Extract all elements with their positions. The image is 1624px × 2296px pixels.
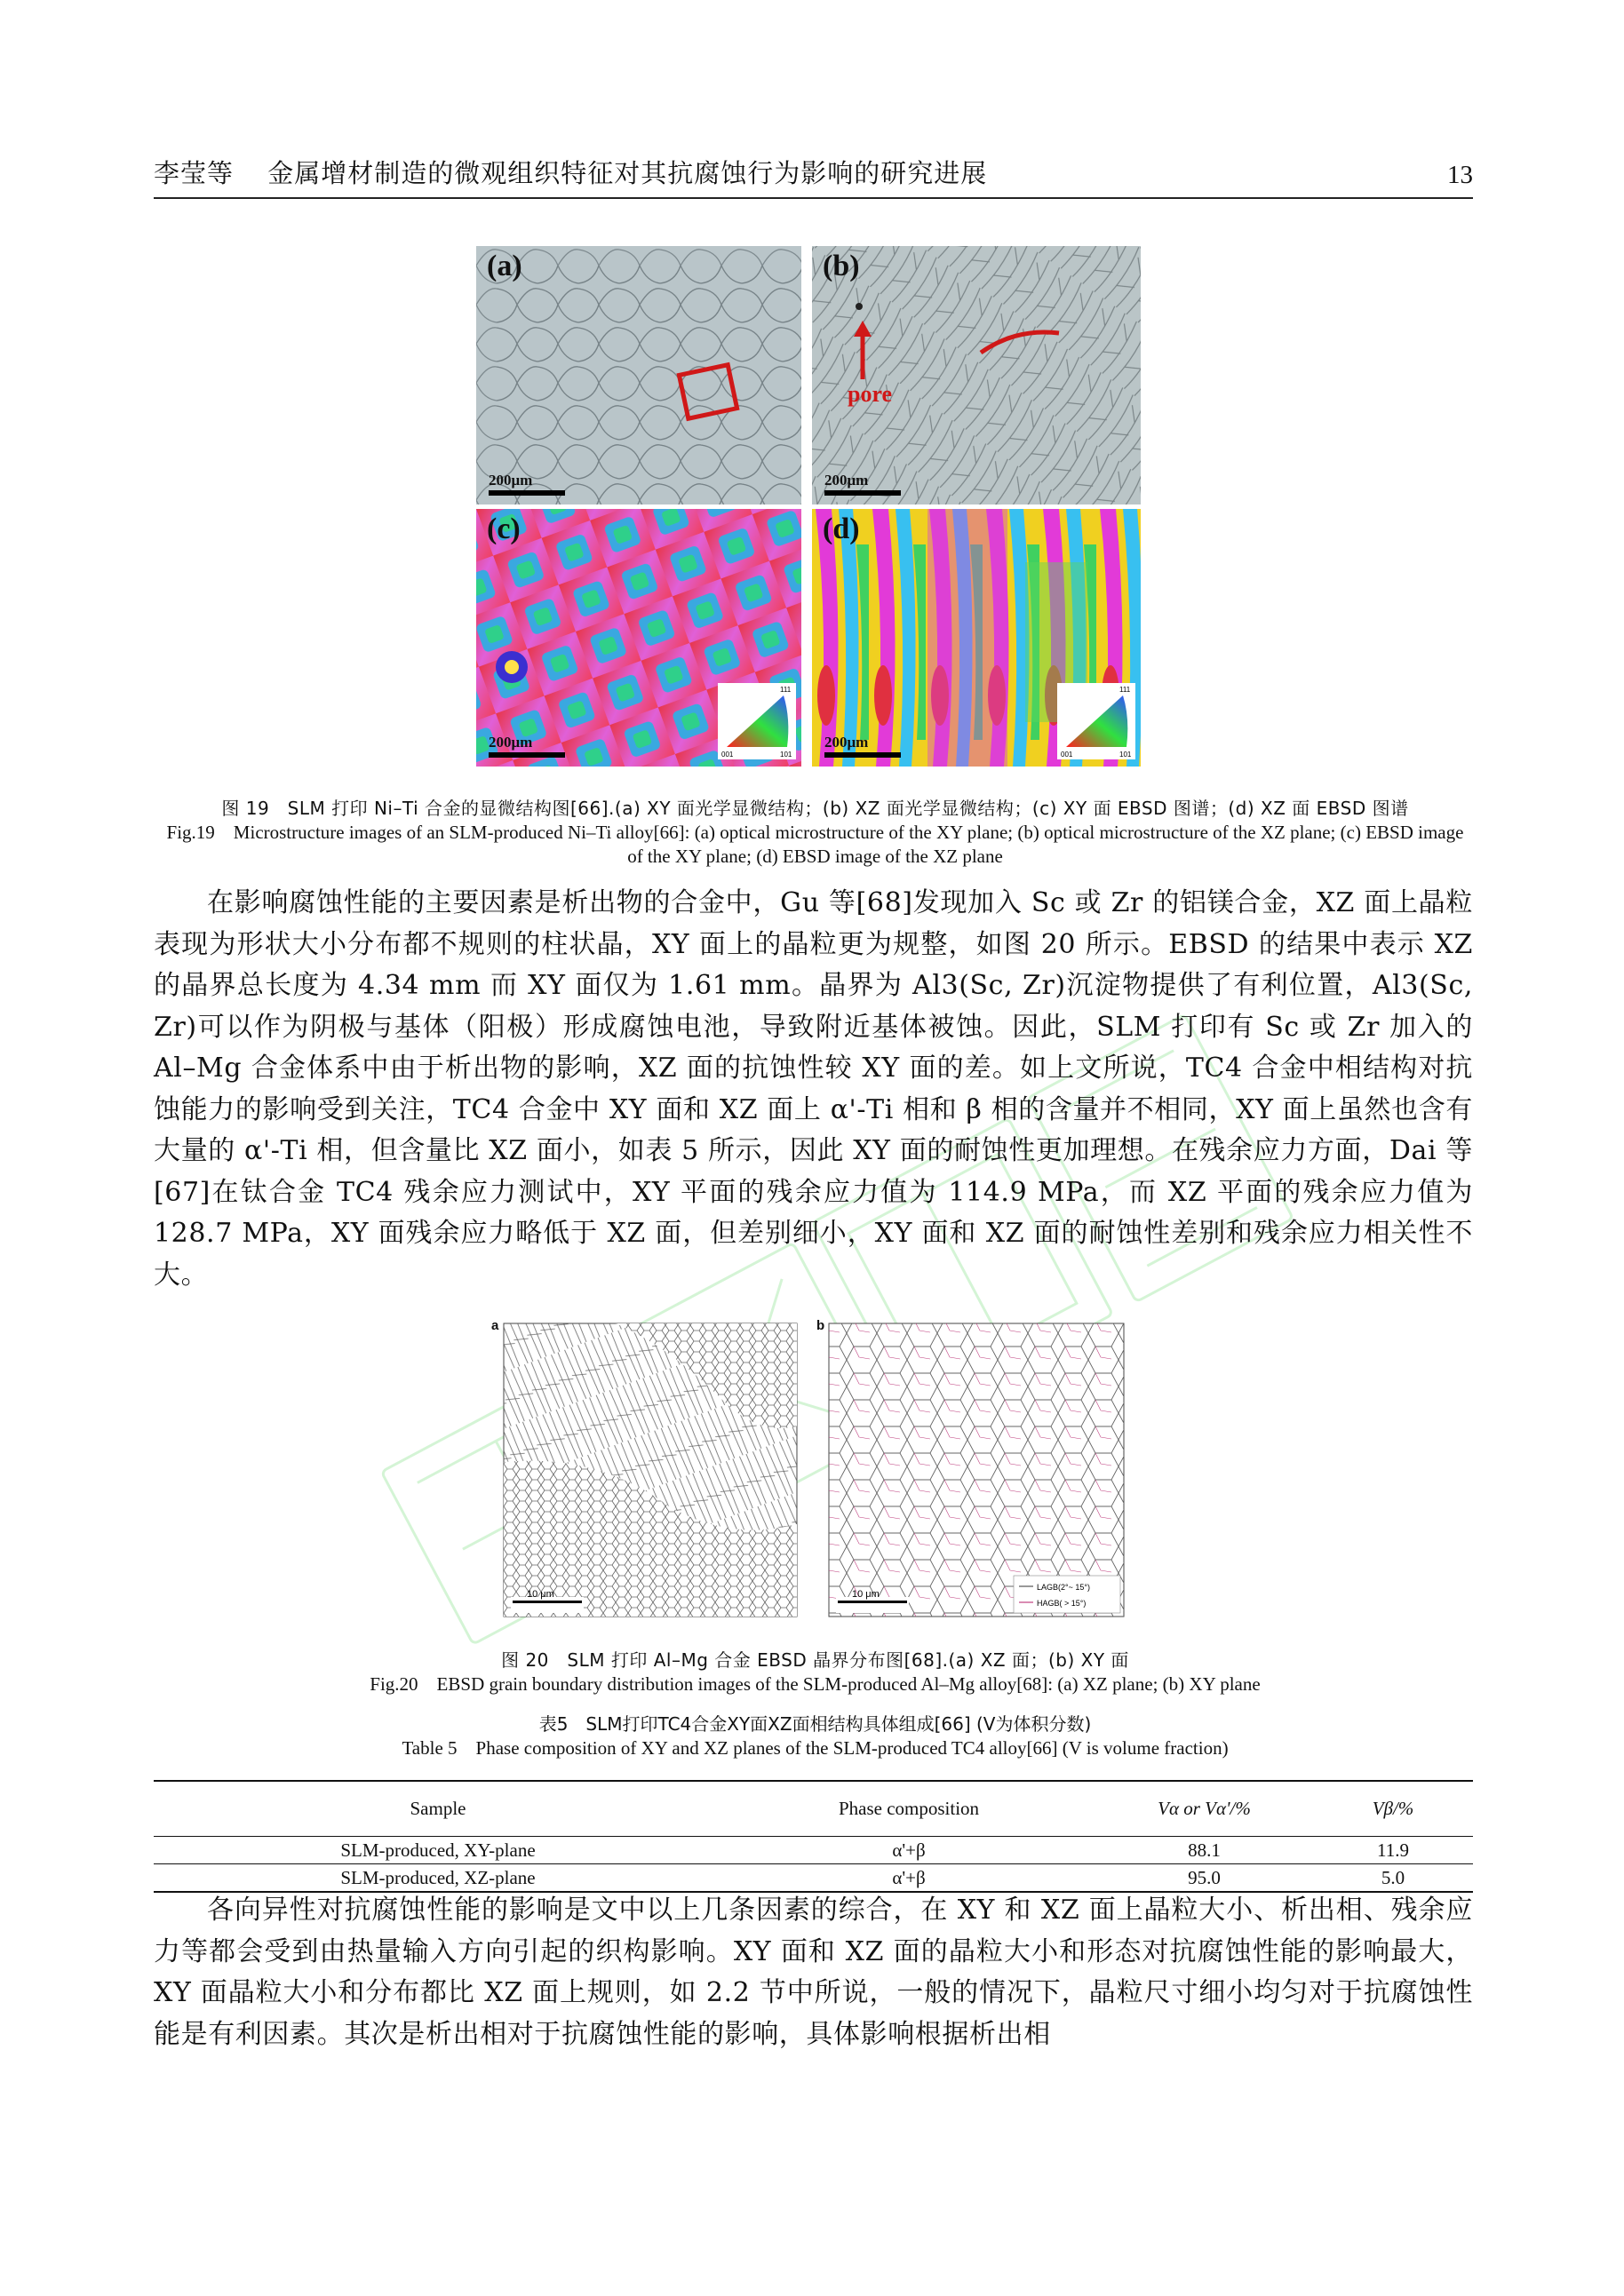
scale-bar-line: [824, 490, 901, 496]
scale-bar-line: [489, 752, 565, 758]
running-header: [154, 158, 1473, 199]
fig20-panel-a: [491, 1320, 808, 1622]
body-paragraph-1: [154, 883, 1473, 1296]
ipf-label-101: 101: [1119, 751, 1132, 759]
grain-boundary-map-xz: [491, 1320, 808, 1622]
legend-hagb: HAGB( > 15°): [1037, 1599, 1087, 1608]
panel-label: b: [816, 1320, 825, 1333]
paragraph-text: 在影响腐蚀性能的主要因素是析出物的合金中，Gu 等[68]发现加入 Sc 或 Zr 的铝镁合金，XZ 面上晶粒表现为形状大小分布都不规则的柱状晶，XY 面上的晶粒更为规整，如图 20 所示。EBSD 的结果中表示 XZ 的晶界总长度为 4.34 mm 而 XY 面仅为 1.61 mm。晶界为 Al3(Sc, Zr)沉淀物提供了有利位置，Al3(Sc, Zr)可以作为阴极与基体（阳极）形成腐蚀电池，导致附近基体被蚀。因此，SLM 打印有 Sc 或 Zr 加入的 Al–Mg 合金体系中由于析出物的影响，XZ 面的抗蚀性较 XY 面的差。如上文所说，TC4 合金中相结构对抗蚀能力的影响受到关注，TC4 合金中 XY 面和 XZ 面上 α'-Ti 相和 β 相的含量并不相同，XY 面上虽然也含有大量的 α'-Ti 相，但含量比 XZ 面小，如表 5 所示，因此 XY 面的耐蚀性更加理想。在残余应力方面，Dai 等[67]在钛合金 TC4 残余应力测试中，XY 平面的残余应力值为 114.9 MPa，而 XZ 平面的残余应力值为 128.7 MPa，XY 面残余应力略低于 XZ 面，但差别细小，XY 面和 XZ 面的耐蚀性差别和残余应力相关性不大。: [154, 887, 1473, 1291]
scale-bar-text: 200μm: [824, 734, 869, 751]
figure-20-caption: [164, 1649, 1466, 1696]
figure-19: [476, 246, 1141, 767]
caption-cn: 图 19 SLM 打印 Ni–Ti 合金的显微结构图[66].(a) XY 面光学显微结构；(b) XZ 面光学显微结构；(c) XY 面 EBSD 图谱；(d) XZ 面 EBSD 图谱: [221, 798, 1409, 819]
table-cell: SLM-produced, XZ-plane: [340, 1866, 536, 1888]
panel-label: (b): [823, 250, 860, 282]
table-cell: 11.9: [1377, 1839, 1409, 1861]
panel-label: (d): [823, 512, 860, 545]
fig19-panel-b: [812, 246, 1141, 504]
fig20-panel-b: [816, 1320, 1134, 1622]
header-cell: Sample: [410, 1798, 466, 1819]
pore-annotation: pore: [848, 381, 893, 407]
header-cell: Vα or Vα'/%: [1158, 1798, 1251, 1819]
fig19-panel-d: [812, 509, 1141, 767]
scale-bar-text: 200μm: [489, 472, 533, 489]
caption-cn: 图 20 SLM 打印 Al–Mg 合金 EBSD 晶界分布图[68].(a) XZ 面；(b) XY 面: [501, 1649, 1129, 1671]
scale-bar-text: 10 μm: [852, 1589, 880, 1600]
grain-boundary-map-xy: [816, 1320, 1134, 1622]
ipf-label-001: 001: [721, 751, 734, 759]
optical-micrograph-xz: [812, 246, 1141, 504]
ipf-label-111: 111: [780, 686, 792, 694]
table-title-cn: 表5 SLM打印TC4合金XY面XZ面相结构具体组成[66] (V为体积分数): [538, 1713, 1092, 1735]
ipf-color-key: [718, 683, 796, 759]
table-cell: 5.0: [1381, 1866, 1405, 1888]
table-row: [154, 1837, 1473, 1864]
table-row: [154, 1864, 1473, 1891]
ipf-label-101: 101: [780, 751, 792, 759]
ipf-color-key: [1057, 683, 1135, 759]
optical-micrograph-xy: [476, 246, 801, 504]
table-cell: α'+β: [892, 1866, 926, 1888]
table-cell: 88.1: [1188, 1839, 1221, 1861]
table-cell: 95.0: [1188, 1866, 1221, 1888]
panel-label: a: [491, 1320, 499, 1333]
scale-bar-text: 200μm: [489, 734, 533, 751]
legend-lagb: LAGB(2°~ 15°): [1037, 1583, 1090, 1592]
page-number: 13: [1447, 161, 1473, 189]
table-5: [154, 1780, 1473, 1893]
figure-19-caption: [164, 797, 1466, 869]
fig19-panel-a: [476, 246, 801, 504]
scale-bar: [489, 734, 565, 758]
header-title: 金属增材制造的微观组织特征对其抗腐蚀行为影响的研究进展: [267, 158, 988, 188]
panel-label: (a): [487, 250, 522, 282]
table-title-en: Table 5 Phase composition of XY and XZ planes of the SLM-produced TC4 alloy[66] (V is volume fraction): [402, 1737, 1229, 1759]
body-paragraph-2: [154, 1890, 1473, 2055]
ipf-label-001: 001: [1061, 751, 1073, 759]
table-header-row: [154, 1782, 1473, 1837]
paragraph-text: 各向异性对抗腐蚀性能的影响是文中以上几条因素的综合，在 XY 和 XZ 面上晶粒大小、析出相、残余应力等都会受到由热量输入方向引起的织构影响。XY 面和 XZ 面的晶粒大小和形态对抗腐蚀性能的影响最大，XY 面晶粒大小和分布都比 XZ 面上规则，如 2.2 节中所说，一般的情况下，晶粒尺寸细小均匀对于抗腐蚀性能是有利因素。其次是析出相对于抗腐蚀性能的影响，具体影响根据析出相: [154, 1895, 1473, 2050]
scale-bar: [824, 734, 901, 758]
scale-bar: [824, 472, 901, 496]
scale-bar-line: [489, 490, 565, 496]
table-cell: SLM-produced, XY-plane: [340, 1839, 536, 1861]
header-cell: Vβ/%: [1372, 1798, 1414, 1819]
scale-bar-text: 10 μm: [527, 1589, 554, 1600]
header-authors: 李莹等: [154, 158, 235, 188]
fig19-panel-c: [476, 509, 801, 767]
panel-label: (c): [487, 512, 521, 545]
table-cell: α'+β: [892, 1839, 926, 1861]
scale-bar: [489, 472, 565, 496]
caption-en: Fig.19 Microstructure images of an SLM-produced Ni–Ti alloy[66]: (a) optical microstructure of the XY plane; (b) optical microstructure of the XZ plane; (c) EBSD image of the XY plane; (d) EBSD image of the XZ plane: [166, 822, 1464, 867]
table-5-title: [164, 1712, 1466, 1760]
figure-20: [491, 1320, 1134, 1624]
scale-bar-line: [824, 752, 901, 758]
header-left: [154, 154, 987, 190]
scale-bar-text: 200μm: [824, 472, 869, 489]
caption-en: Fig.20 EBSD grain boundary distribution images of the SLM-produced Al–Mg alloy[68]: (a) XZ plane; (b) XY plane: [370, 1673, 1261, 1695]
ipf-label-111: 111: [1119, 686, 1131, 694]
header-cell: Phase composition: [838, 1798, 980, 1819]
